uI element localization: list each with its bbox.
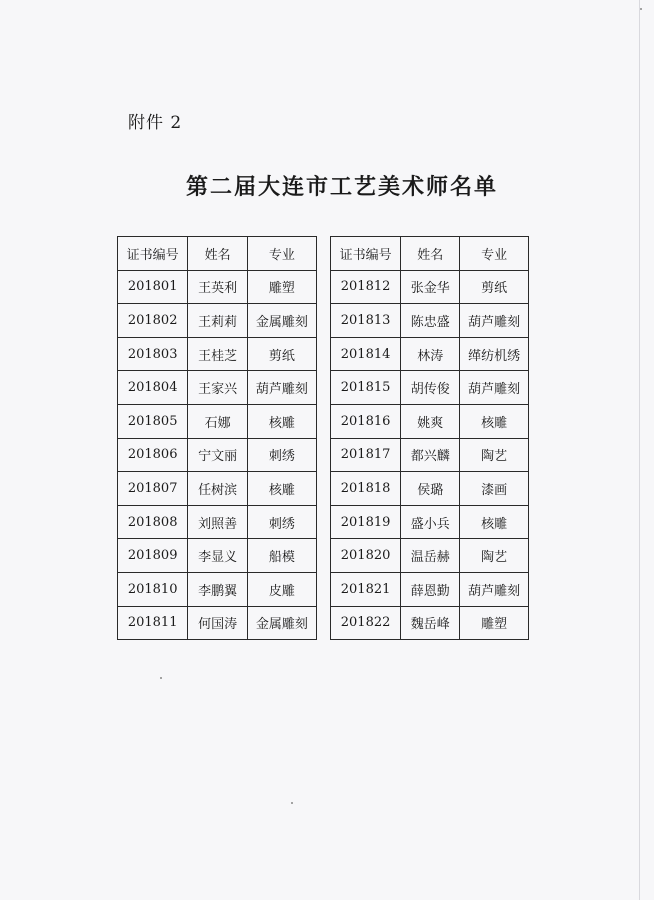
name-cell: 温岳赫 [401,539,460,573]
name-cell: 姚爽 [401,404,460,438]
table-row [331,371,529,405]
certificate-number-cell: 201805 [118,404,188,438]
certificate-number-cell: 201814 [331,337,401,371]
scan-speck [291,802,293,804]
major-cell: 剪纸 [460,270,529,304]
table-row [331,606,529,640]
major-cell: 葫芦雕刻 [247,371,316,405]
major-cell: 缂纺机绣 [460,337,529,371]
certificate-number-cell: 201802 [118,304,188,338]
certificate-number-cell: 201821 [331,572,401,606]
certificate-number-cell: 201816 [331,404,401,438]
header-certificate-number: 证书编号 [118,237,188,271]
certificate-number-cell: 201809 [118,539,188,573]
name-cell: 陈忠盛 [401,304,460,338]
name-cell: 胡传俊 [401,371,460,405]
table-row [118,371,317,405]
certificate-number-cell: 201813 [331,304,401,338]
name-cell: 李鹏翼 [188,572,247,606]
name-cell: 魏岳峰 [401,606,460,640]
certificate-number-cell: 201807 [118,472,188,506]
certificate-number-cell: 201812 [331,270,401,304]
major-cell: 陶艺 [460,539,529,573]
header-certificate-number: 证书编号 [331,237,401,271]
scan-speck [640,8,642,10]
major-cell: 葫芦雕刻 [460,371,529,405]
major-cell: 核雕 [247,404,316,438]
scan-speck [160,677,162,679]
name-cell: 盛小兵 [401,505,460,539]
name-cell: 王家兴 [188,371,247,405]
major-cell: 刺绣 [247,438,316,472]
major-cell: 核雕 [247,472,316,506]
table-row [118,404,317,438]
certificate-number-cell: 201815 [331,371,401,405]
table-row [118,337,317,371]
roster-table-left [117,236,317,640]
table-row [331,438,529,472]
major-cell: 船模 [247,539,316,573]
name-cell: 林涛 [401,337,460,371]
attachment-label: 附件 2 [128,113,183,133]
certificate-number-cell: 201817 [331,438,401,472]
table-row [118,505,317,539]
table-row [331,539,529,573]
table-row [118,472,317,506]
table-row [331,270,529,304]
table-row [118,304,317,338]
major-cell: 金属雕刻 [247,304,316,338]
table-row [118,270,317,304]
name-cell: 石娜 [188,404,247,438]
table-row [118,572,317,606]
header-major: 专业 [247,237,316,271]
major-cell: 皮雕 [247,572,316,606]
certificate-number-cell: 201806 [118,438,188,472]
header-major: 专业 [460,237,529,271]
name-cell: 都兴麟 [401,438,460,472]
major-cell: 核雕 [460,505,529,539]
name-cell: 李显义 [188,539,247,573]
name-cell: 何国涛 [188,606,247,640]
table-row [331,404,529,438]
major-cell: 金属雕刻 [247,606,316,640]
table-row [118,539,317,573]
table-row [331,572,529,606]
major-cell: 陶艺 [460,438,529,472]
table-row [118,438,317,472]
header-name: 姓名 [401,237,460,271]
major-cell: 雕塑 [247,270,316,304]
table-header-row [331,237,529,271]
certificate-number-cell: 201808 [118,505,188,539]
certificate-number-cell: 201801 [118,270,188,304]
certificate-number-cell: 201803 [118,337,188,371]
certificate-number-cell: 201819 [331,505,401,539]
table-header-row [118,237,317,271]
table-row [331,304,529,338]
name-cell: 张金华 [401,270,460,304]
major-cell: 漆画 [460,472,529,506]
roster-table-right [330,236,529,640]
major-cell: 核雕 [460,404,529,438]
document-title: 第二届大连市工艺美术师名单 [185,174,498,200]
table-row [331,337,529,371]
certificate-number-cell: 201811 [118,606,188,640]
name-cell: 薛恩勤 [401,572,460,606]
name-cell: 任树滨 [188,472,247,506]
certificate-number-cell: 201804 [118,371,188,405]
certificate-number-cell: 201818 [331,472,401,506]
name-cell: 侯璐 [401,472,460,506]
major-cell: 葫芦雕刻 [460,572,529,606]
page-edge [639,0,640,900]
name-cell: 刘照善 [188,505,247,539]
name-cell: 宁文丽 [188,438,247,472]
name-cell: 王桂芝 [188,337,247,371]
certificate-number-cell: 201820 [331,539,401,573]
major-cell: 葫芦雕刻 [460,304,529,338]
certificate-number-cell: 201822 [331,606,401,640]
table-row [331,472,529,506]
header-name: 姓名 [188,237,247,271]
major-cell: 雕塑 [460,606,529,640]
table-row [118,606,317,640]
name-cell: 王英利 [188,270,247,304]
table-row [331,505,529,539]
major-cell: 剪纸 [247,337,316,371]
name-cell: 王莉莉 [188,304,247,338]
certificate-number-cell: 201810 [118,572,188,606]
major-cell: 刺绣 [247,505,316,539]
